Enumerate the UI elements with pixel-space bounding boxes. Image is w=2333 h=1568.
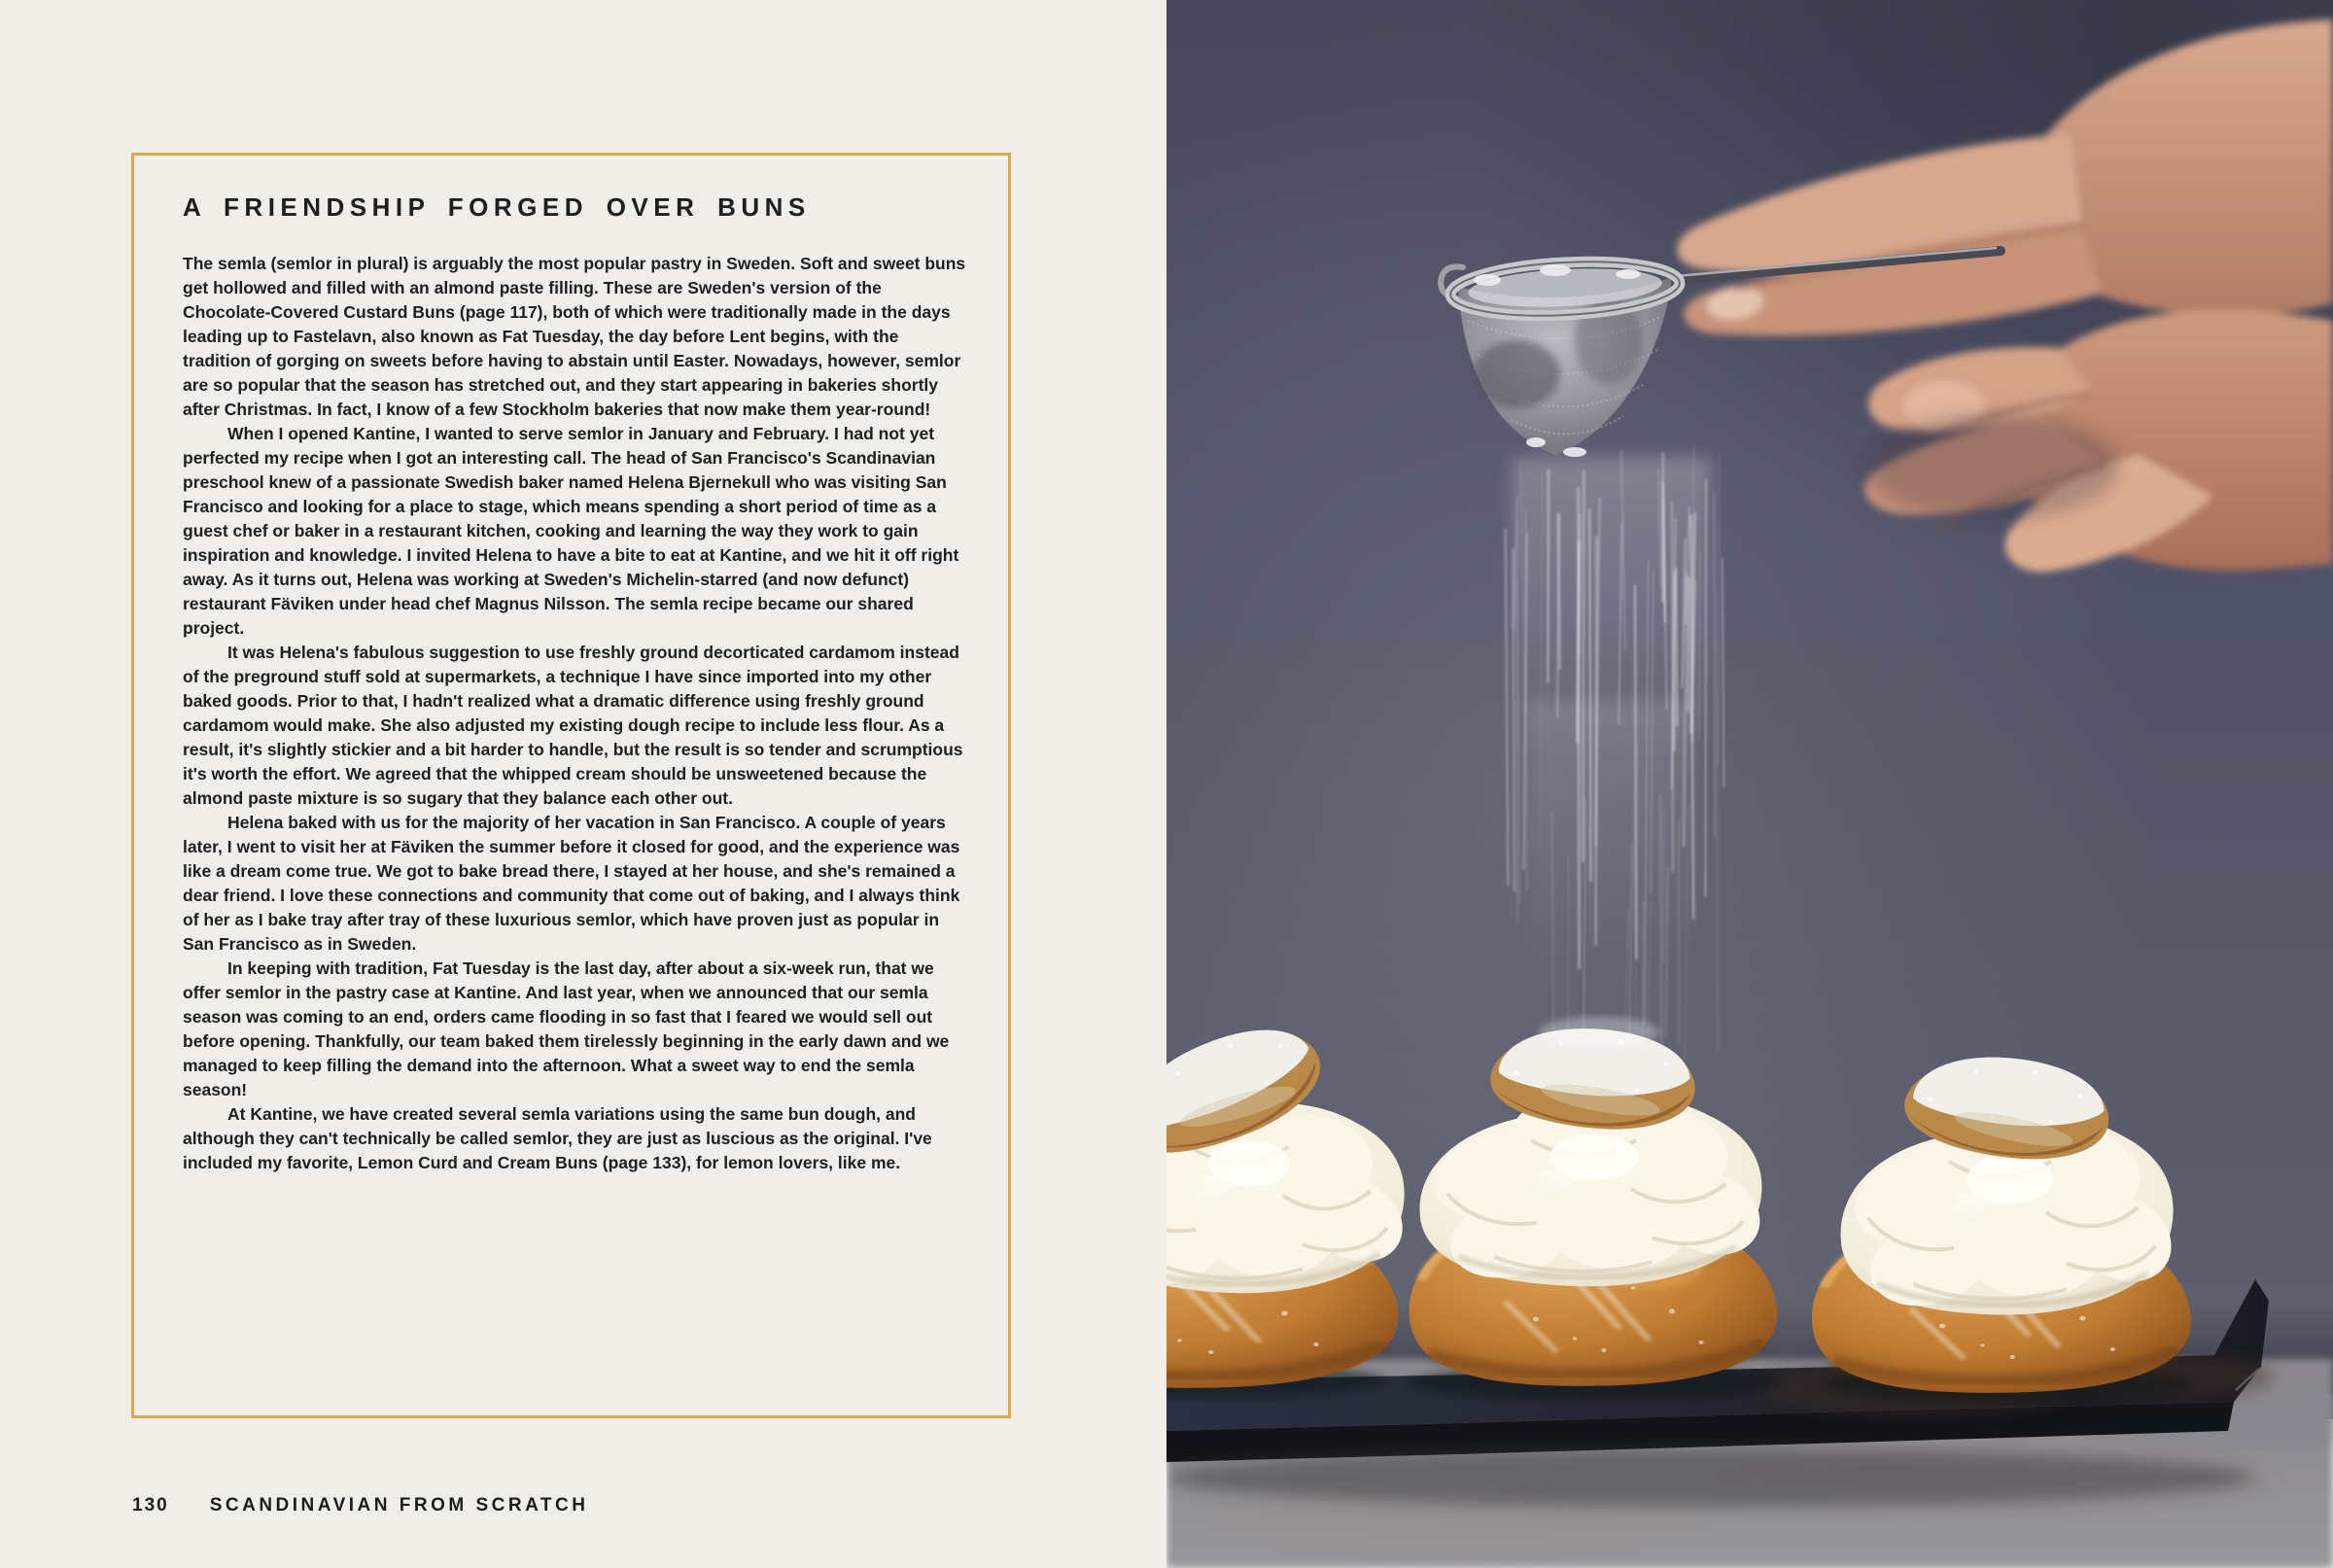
page-footer <box>132 1495 588 1516</box>
running-book-title: SCANDINAVIAN FROM SCRATCH <box>209 1495 589 1516</box>
page-number: 130 <box>132 1495 169 1516</box>
essay-title: A FRIENDSHIP FORGED OVER BUNS <box>183 192 811 222</box>
body-paragraph: When I opened Kantine, I wanted to serve semlor in January and February. I had not yet perfected my recipe when I got an interesting call. The head of San Francisco's Scandinavian preschool knew of a passionate Swedish baker named Helena Bjernekull who was visiting San Francisco and looking for a place to stage, which means spending a short period of time as a guest chef or baker in a restaurant kitchen, cooking and learning the way they work to gain inspiration and knowledge. I invited Helena to have a bite to eat at Kantine, and we hit it off right away. As it turns out, Helena was working at Sweden's Michelin-starred (and now defunct) restaurant Fäviken under head chef Magnus Nilsson. The semla recipe became our shared project. <box>183 424 959 638</box>
body-paragraph: Helena baked with us for the majority of her vacation in San Francisco. A couple of years later, I went to visit her at Fäviken the summer before it closed for good, and the experience was like a dream come true. We got to bake bread there, I stayed at her house, and she's remained a dear friend. I love these connections and community that come out of baking, and I always think of her as I bake tray after tray of these luxurious semlor, which have proven just as popular in San Francisco as in Sweden. <box>183 813 960 954</box>
essay-box <box>131 153 1011 1418</box>
essay-body <box>183 252 969 1175</box>
body-paragraph: In keeping with tradition, Fat Tuesday is the last day, after about a six-week run, that we offer semlor in the pastry case at Kantine. And last year, when we announced that our semla season was coming to an end, orders came flooding in so fast that I feared we would sell out before opening. Thankfully, our team baked them tirelessly beginning in the early dawn and we managed to keep filling the demand into the afternoon. What a sweet way to end the semla season! <box>183 958 950 1099</box>
photo-semla-buns <box>1166 0 2333 1568</box>
body-paragraph: At Kantine, we have created several semla variations using the same bun dough, and although they can't technically be called semlor, they are just as luscious as the original. I've included my favorite, Lemon Curd and Cream Buns (page 133), for lemon lovers, like me. <box>183 1104 932 1172</box>
body-paragraph: It was Helena's fabulous suggestion to use freshly ground decorticated cardamom instead of the preground stuff sold at supermarkets, a technique I have since imported into my other baked goods. Prior to that, I hadn't realized what a dramatic difference using freshly ground cardamom would make. She also adjusted my existing dough recipe to include less flour. As a result, it's slightly stickier and a bit harder to handle, but the result is so tender and scrumptious it's worth the effort. We agreed that the whipped cream should be unsweetened because the almond paste mixture is so sugary that they balance each other out. <box>183 643 963 808</box>
body-paragraph: The semla (semlor in plural) is arguably the most popular pastry in Sweden. Soft and sweet buns get hollowed and filled with an almond paste filling. These are Sweden's version of the Chocolate-Covered Custard Buns (page 117), both of which were traditionally made in the days leading up to Fastelavn, also known as Fat Tuesday, the day before Lent begins, with the tradition of gorging on sweets before having to abstain until Easter. Nowadays, however, semlor are so popular that the season has stretched out, and they start appearing in bakeries shortly after Christmas. In fact, I know of a few Stockholm bakeries that now make them year-round! <box>183 254 966 419</box>
